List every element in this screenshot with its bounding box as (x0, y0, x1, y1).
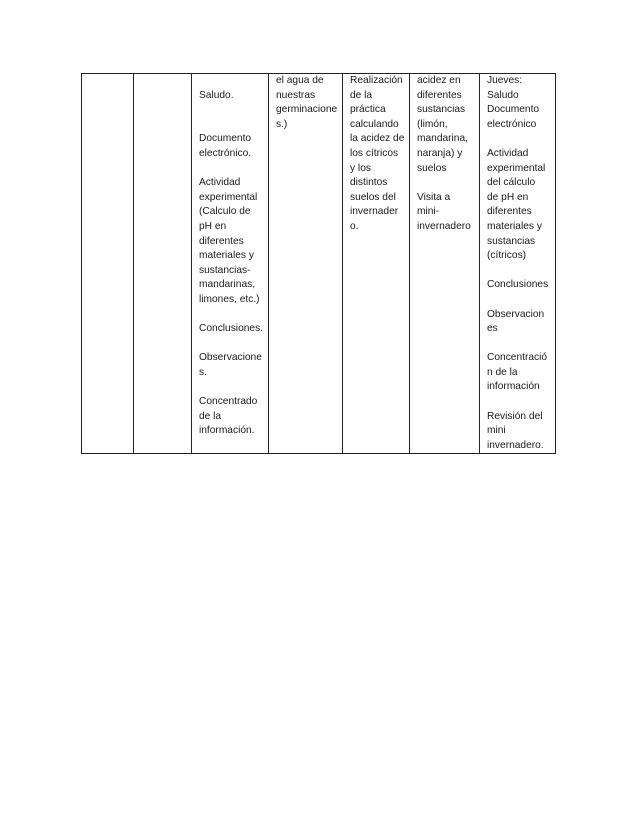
cell-text-line: (Calculo de (199, 206, 251, 218)
cell-text-line: Saludo (487, 89, 519, 101)
cell-text-line: la acidez de (350, 133, 405, 145)
cell-text-line: distintos (350, 177, 388, 189)
cell-text-line: mandarinas, (199, 279, 256, 291)
cell-text-line: invernadero. (487, 439, 544, 451)
cell-text-line: Saludo. (199, 89, 234, 101)
cell-text-line: Actividad (199, 177, 241, 189)
cell-text-line: sustancias (487, 235, 536, 247)
cell-text-line: s. (199, 366, 207, 378)
cell-text-line: sustancias (417, 104, 466, 116)
cell-text-line: información. (199, 425, 255, 437)
blank-line (199, 308, 265, 323)
cell-text-line: sustancias- (199, 264, 251, 276)
cell-text-line: suelos del (350, 191, 396, 203)
blank-line (199, 118, 265, 133)
cell-text-line: Conclusiones (487, 279, 549, 291)
cell-col-6 (410, 74, 480, 454)
planning-table (81, 73, 556, 454)
cell-text-line: Conclusiones. (199, 323, 263, 335)
cell-text-line: electrónico (487, 118, 537, 130)
cell-text-line: de la (350, 89, 373, 101)
cell-text-line: Realización (350, 75, 403, 86)
cell-text-line: Observacion (487, 308, 545, 320)
cell-col-2 (134, 74, 192, 454)
cell-text-line: n de la (487, 366, 518, 378)
cell-text-line: (limón, (417, 118, 448, 130)
cell-text-line: los cítricos (350, 147, 399, 159)
blank-line (487, 132, 552, 147)
cell-text-line: información (487, 381, 540, 393)
cell-col-5 (343, 74, 410, 454)
cell-text-line: nuestras (276, 89, 316, 101)
blank-line (417, 176, 476, 191)
cell-text-line: diferentes (487, 206, 532, 218)
cell-text-line: práctica (350, 104, 386, 116)
cell-text-line: limones, etc.) (199, 293, 260, 305)
cell-text-line: Concentrado (199, 396, 258, 408)
blank-line (487, 337, 552, 352)
cell-text-line: diferentes (417, 89, 462, 101)
cell-text-line: diferentes (199, 235, 244, 247)
cell-text-line: o. (350, 220, 359, 232)
cell-text-line: y los (350, 162, 371, 174)
cell-text-line: naranja) y (417, 147, 463, 159)
cell-text-line: Documento (487, 104, 540, 116)
cell-text-line: Jueves: (487, 75, 523, 86)
cell-col-1 (82, 74, 134, 454)
cell-text-line: (cítricos) (487, 250, 527, 262)
cell-text-line: Concentració (487, 352, 548, 364)
cell-col-3 (192, 74, 269, 454)
cell-text-line: del cálculo (487, 177, 536, 189)
cell-text-line: mini (487, 425, 506, 437)
blank-line (199, 74, 265, 89)
cell-text-line: materiales y (199, 250, 254, 262)
blank-line (199, 337, 265, 352)
cell-text-line: invernader (350, 206, 399, 218)
cell-text-line: acidez en (417, 75, 461, 86)
cell-text-line: germinacione (276, 104, 338, 116)
cell-text-line: experimental (487, 162, 546, 174)
blank-line (199, 103, 265, 118)
cell-col-7 (480, 74, 556, 454)
cell-text-line: mandarina, (417, 133, 468, 145)
cell-text-line: suelos (417, 162, 447, 174)
cell-text-line: el agua de (276, 75, 324, 86)
cell-text-line: de pH en (487, 191, 529, 203)
cell-text-line: electrónico. (199, 147, 252, 159)
table-row (82, 74, 556, 454)
blank-line (199, 380, 265, 395)
cell-text-line: materiales y (487, 220, 542, 232)
cell-text-line: Actividad (487, 147, 529, 159)
cell-text-line: s.) (276, 118, 288, 130)
blank-line (487, 264, 552, 279)
cell-text-line: es (487, 323, 498, 335)
cell-text-line: mini- (417, 206, 440, 218)
cell-text-line: experimental (199, 191, 258, 203)
cell-text-line: Documento (199, 133, 252, 145)
cell-text-line: Visita a (417, 191, 451, 203)
cell-text-line: calculando (350, 118, 399, 130)
cell-text-line: invernadero (417, 220, 471, 232)
cell-text-line: pH en (199, 220, 227, 232)
blank-line (487, 395, 552, 410)
blank-line (199, 162, 265, 177)
cell-text-line: Observacione (199, 352, 262, 364)
cell-text-line: de la (199, 410, 222, 422)
cell-col-4 (269, 74, 343, 454)
cell-text-line: Revisión del (487, 410, 543, 422)
blank-line (487, 293, 552, 308)
